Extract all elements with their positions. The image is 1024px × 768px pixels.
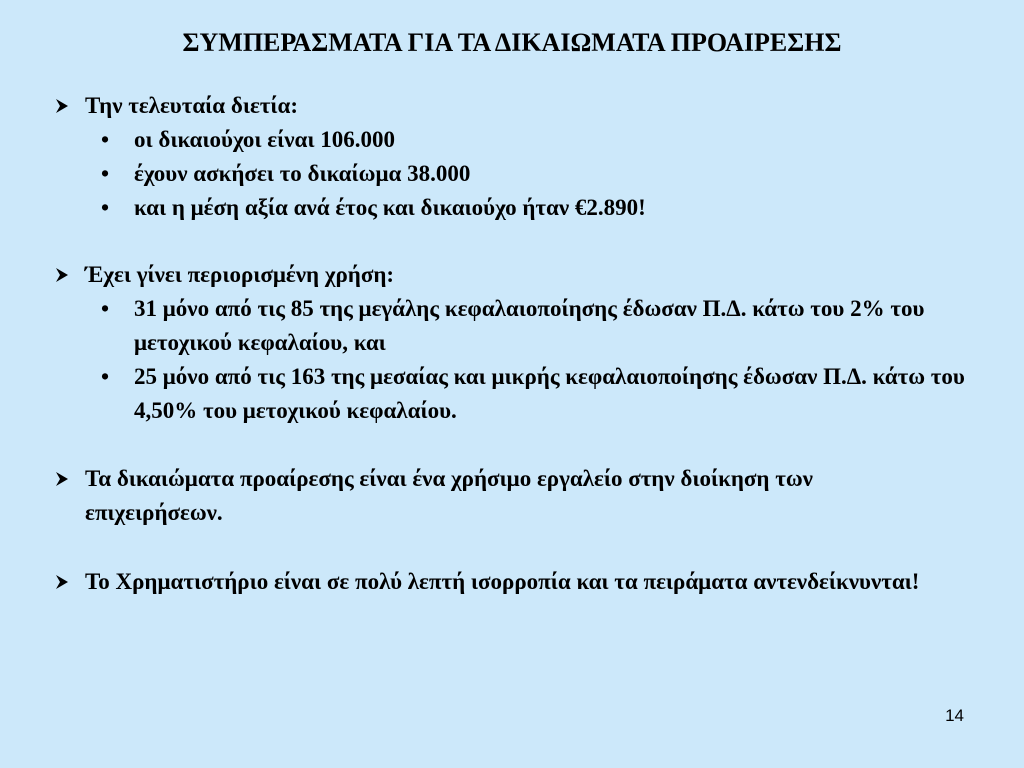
bullet-list xyxy=(52,292,992,428)
list-item xyxy=(52,157,992,191)
dot-bullet-icon: • xyxy=(101,195,110,220)
list-item xyxy=(52,123,992,157)
arrow-bullet-icon xyxy=(52,462,74,496)
bullet-list xyxy=(52,123,992,225)
section-stock-exchange xyxy=(52,565,932,599)
list-item-text: 31 μόνο από τις 85 της μεγάλης κεφαλαιοποίησης έδωσαν Π.Δ. κάτω του 2% του μετοχικού κεφαλαίου, και xyxy=(134,296,925,355)
section-heading-line xyxy=(52,565,932,599)
section-heading: Την τελευταία διετία: xyxy=(85,93,299,118)
dot-bullet-icon: • xyxy=(101,127,110,152)
section-heading-line xyxy=(52,258,992,292)
list-item-text: και η μέση αξία ανά έτος και δικαιούχο ήταν €2.890! xyxy=(134,195,646,220)
section-heading-line xyxy=(52,462,952,530)
section-heading-line xyxy=(52,89,992,123)
list-item-text: 25 μόνο από τις 163 της μεσαίας και μικρής κεφαλαιοποίησης έδωσαν Π.Δ. κάτω του 4,50% του μετοχικού κεφαλαίου. xyxy=(134,364,965,423)
arrow-bullet-icon xyxy=(52,258,74,292)
section-recent-period xyxy=(52,89,992,225)
dot-bullet-icon: • xyxy=(101,364,110,389)
page-number: 14 xyxy=(945,706,964,725)
list-item-text: οι δικαιούχοι είναι 106.000 xyxy=(134,127,396,152)
list-item xyxy=(52,292,992,360)
section-heading: Το Χρηματιστήριο είναι σε πολύ λεπτή ισορροπία και τα πειράματα αντενδείκνυνται! xyxy=(85,569,920,594)
list-item xyxy=(52,191,992,225)
section-useful-tool xyxy=(52,462,952,530)
arrow-bullet-icon xyxy=(52,89,74,123)
section-heading: Έχει γίνει περιορισμένη χρήση: xyxy=(85,262,395,287)
arrow-bullet-icon xyxy=(52,565,74,599)
dot-bullet-icon: • xyxy=(101,161,110,186)
section-limited-use xyxy=(52,258,992,428)
dot-bullet-icon: • xyxy=(101,296,110,321)
section-heading: Τα δικαιώματα προαίρεσης είναι ένα χρήσιμο εργαλείο στην διοίκηση των επιχειρήσεων. xyxy=(85,466,813,525)
list-item xyxy=(52,360,992,428)
list-item-text: έχουν ασκήσει το δικαίωμα 38.000 xyxy=(134,161,471,186)
slide-title: ΣΥΜΠΕΡΑΣΜΑΤΑ ΓΙΑ ΤΑ ΔΙΚΑΙΩΜΑΤΑ ΠΡΟΑΙΡΕΣΗΣ xyxy=(182,28,842,57)
